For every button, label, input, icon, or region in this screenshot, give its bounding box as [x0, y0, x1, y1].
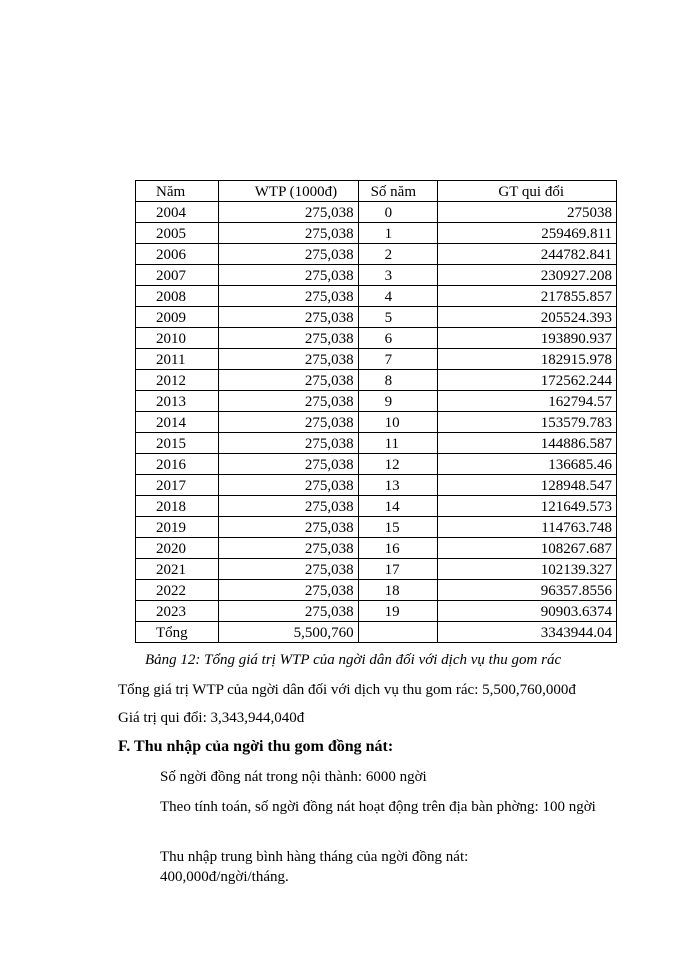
cell-converted-value: 96357.8556: [438, 580, 617, 601]
total-wtp: 5,500,760: [218, 622, 358, 643]
cell-year: 2007: [136, 265, 219, 286]
table-total-row: [136, 622, 617, 643]
cell-converted-value: 102139.327: [438, 559, 617, 580]
cell-converted-value: 205524.393: [438, 307, 617, 328]
cell-wtp: 275,038: [218, 559, 358, 580]
table-row: [136, 370, 617, 391]
cell-year: 2020: [136, 538, 219, 559]
cell-years-count: 3: [358, 265, 438, 286]
cell-converted-value: 136685.46: [438, 454, 617, 475]
table-row: [136, 454, 617, 475]
cell-converted-value: 144886.587: [438, 433, 617, 454]
cell-year: 2015: [136, 433, 219, 454]
cell-years-count: 18: [358, 580, 438, 601]
cell-converted-value: 90903.6374: [438, 601, 617, 622]
cell-wtp: 275,038: [218, 244, 358, 265]
cell-wtp: 275,038: [218, 601, 358, 622]
cell-year: 2016: [136, 454, 219, 475]
cell-years-count: 14: [358, 496, 438, 517]
header-years-count: Số năm: [358, 181, 438, 202]
total-label: Tổng: [136, 622, 219, 643]
table-row: [136, 412, 617, 433]
cell-years-count: 1: [358, 223, 438, 244]
table-header-row: [136, 181, 617, 202]
cell-years-count: 19: [358, 601, 438, 622]
table-row: [136, 286, 617, 307]
cell-year: 2013: [136, 391, 219, 412]
table-body: [136, 202, 617, 643]
cell-wtp: 275,038: [218, 580, 358, 601]
converted-value-paragraph: Giá trị qui đổi: 3,343,944,040đ: [118, 710, 305, 726]
cell-wtp: 275,038: [218, 370, 358, 391]
table-row: [136, 244, 617, 265]
cell-year: 2021: [136, 559, 219, 580]
table-row: [136, 496, 617, 517]
cell-converted-value: 259469.811: [438, 223, 617, 244]
cell-years-count: 17: [358, 559, 438, 580]
table-row: [136, 559, 617, 580]
cell-years-count: 11: [358, 433, 438, 454]
cell-converted-value: 108267.687: [438, 538, 617, 559]
table-row: [136, 538, 617, 559]
cell-wtp: 275,038: [218, 496, 358, 517]
cell-wtp: 275,038: [218, 517, 358, 538]
table-caption: Bảng 12: Tổng giá trị WTP của ngời dân đối với dịch vụ thu gom rác: [145, 652, 562, 668]
cell-wtp: 275,038: [218, 412, 358, 433]
cell-year: 2009: [136, 307, 219, 328]
table-row: [136, 391, 617, 412]
cell-wtp: 275,038: [218, 328, 358, 349]
cell-converted-value: 182915.978: [438, 349, 617, 370]
cell-year: 2019: [136, 517, 219, 538]
table-row: [136, 601, 617, 622]
table-row: [136, 349, 617, 370]
cell-years-count: 15: [358, 517, 438, 538]
cell-year: 2011: [136, 349, 219, 370]
cell-year: 2005: [136, 223, 219, 244]
table-row: [136, 580, 617, 601]
table-row: [136, 265, 617, 286]
cell-wtp: 275,038: [218, 202, 358, 223]
header-wtp: WTP (1000đ): [218, 181, 358, 202]
cell-wtp: 275,038: [218, 349, 358, 370]
cell-converted-value: 172562.244: [438, 370, 617, 391]
cell-year: 2010: [136, 328, 219, 349]
cell-converted-value: 128948.547: [438, 475, 617, 496]
table-row: [136, 517, 617, 538]
cell-year: 2017: [136, 475, 219, 496]
scrap-collectors-ward: Theo tính toán, số ngời đồng nát hoạt động trên địa bàn phờng: 100 ngời: [160, 799, 596, 815]
cell-year: 2008: [136, 286, 219, 307]
cell-wtp: 275,038: [218, 475, 358, 496]
cell-years-count: 16: [358, 538, 438, 559]
header-converted-value: GT qui đổi: [438, 181, 617, 202]
cell-converted-value: 153579.783: [438, 412, 617, 433]
cell-wtp: 275,038: [218, 286, 358, 307]
cell-year: 2012: [136, 370, 219, 391]
wtp-table: [135, 180, 617, 643]
cell-years-count: 13: [358, 475, 438, 496]
total-wtp-paragraph: Tổng giá trị WTP của ngời dân đối với dịch vụ thu gom rác: 5,500,760,000đ: [118, 682, 576, 698]
header-year: Năm: [136, 181, 219, 202]
cell-wtp: 275,038: [218, 391, 358, 412]
cell-converted-value: 230927.208: [438, 265, 617, 286]
cell-years-count: 6: [358, 328, 438, 349]
scrap-collectors-count: Số ngời đồng nát trong nội thành: 6000 ngời: [160, 769, 427, 785]
cell-year: 2006: [136, 244, 219, 265]
cell-years-count: 7: [358, 349, 438, 370]
cell-year: 2018: [136, 496, 219, 517]
table-row: [136, 328, 617, 349]
cell-converted-value: 244782.841: [438, 244, 617, 265]
cell-converted-value: 162794.57: [438, 391, 617, 412]
table-row: [136, 307, 617, 328]
cell-years-count: 8: [358, 370, 438, 391]
cell-years-count: 5: [358, 307, 438, 328]
cell-years-count: 10: [358, 412, 438, 433]
cell-wtp: 275,038: [218, 433, 358, 454]
cell-converted-value: 217855.857: [438, 286, 617, 307]
scrap-collectors-income: Thu nhập trung bình hàng tháng của ngời đồng nát: 400,000đ/ngời/tháng.: [160, 849, 469, 885]
total-converted-value: 3343944.04: [438, 622, 617, 643]
cell-wtp: 275,038: [218, 307, 358, 328]
cell-converted-value: 193890.937: [438, 328, 617, 349]
cell-year: 2014: [136, 412, 219, 433]
total-years-count: [358, 622, 438, 643]
cell-wtp: 275,038: [218, 265, 358, 286]
cell-years-count: 0: [358, 202, 438, 223]
cell-converted-value: 114763.748: [438, 517, 617, 538]
cell-years-count: 9: [358, 391, 438, 412]
section-heading: F. Thu nhập của ngời thu gom đồng nát:: [118, 738, 394, 755]
table-row: [136, 202, 617, 223]
table-row: [136, 433, 617, 454]
table-row: [136, 223, 617, 244]
cell-wtp: 275,038: [218, 538, 358, 559]
cell-years-count: 12: [358, 454, 438, 475]
cell-wtp: 275,038: [218, 223, 358, 244]
cell-year: 2022: [136, 580, 219, 601]
cell-year: 2004: [136, 202, 219, 223]
table-row: [136, 475, 617, 496]
cell-year: 2023: [136, 601, 219, 622]
cell-converted-value: 121649.573: [438, 496, 617, 517]
cell-years-count: 2: [358, 244, 438, 265]
cell-years-count: 4: [358, 286, 438, 307]
cell-converted-value: 275038: [438, 202, 617, 223]
cell-wtp: 275,038: [218, 454, 358, 475]
